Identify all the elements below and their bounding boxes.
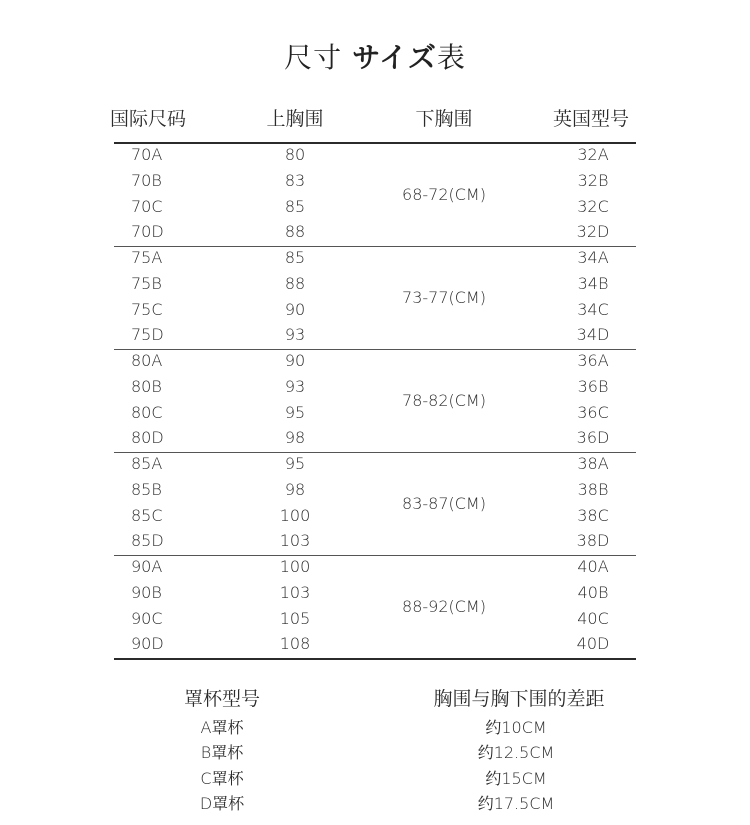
header-under-bust: 下胸围	[415, 108, 473, 130]
cell-intl-size: 85D	[131, 531, 164, 551]
cup-size-cell: B罩杯	[200, 743, 244, 763]
cell-uk-size: 36C	[577, 402, 609, 422]
cell-uk-size: 36B	[577, 376, 609, 396]
group-divider	[114, 452, 636, 453]
cell-upper-bust: 90	[284, 351, 306, 370]
cell-uk-size: 32A	[577, 145, 609, 164]
cell-intl-size: 75B	[131, 273, 162, 293]
cell-uk-size: 32C	[577, 196, 609, 216]
cell-upper-bust: 103	[279, 582, 311, 602]
cell-upper-bust: 80	[284, 145, 306, 164]
cell-upper-bust: 88	[284, 222, 306, 242]
cell-upper-bust: 98	[284, 428, 306, 448]
title-end: 表	[436, 41, 466, 74]
cell-intl-size: 70A	[131, 145, 163, 164]
bust-difference-cell: 约15CM	[485, 768, 547, 788]
cell-upper-bust: 95	[284, 454, 306, 473]
header-uk-size: 英国型号	[552, 108, 630, 130]
cell-intl-size: 80D	[131, 428, 164, 448]
cup-size-cell: C罩杯	[200, 768, 244, 788]
cell-uk-size: 34A	[577, 248, 609, 267]
cell-uk-size: 32B	[577, 170, 609, 190]
cell-upper-bust: 93	[284, 325, 306, 345]
bust-difference-cell: 约12.5CM	[477, 743, 555, 763]
cell-uk-size: 38A	[577, 454, 609, 473]
cell-upper-bust: 88	[284, 273, 306, 293]
cell-intl-size: 85A	[131, 454, 163, 473]
cell-upper-bust: 93	[284, 376, 306, 396]
cell-uk-size: 40B	[577, 582, 609, 602]
cell-under-bust-range: 73-77(CM)	[402, 287, 486, 307]
bust-difference-cell: 约10CM	[485, 718, 547, 737]
cell-uk-size: 38C	[577, 505, 609, 525]
group-divider	[114, 555, 636, 556]
cell-under-bust-range: 83-87(CM)	[402, 493, 486, 513]
cell-upper-bust: 105	[279, 608, 311, 628]
cell-uk-size: 34D	[576, 325, 610, 345]
cell-intl-size: 90C	[131, 608, 163, 628]
table-top-rule	[114, 142, 636, 144]
bust-difference-cell: 约17.5CM	[477, 793, 555, 813]
cell-uk-size: 38B	[577, 479, 609, 499]
cup-size-cell: D罩杯	[199, 793, 245, 813]
header-cup-size: 罩杯型号	[183, 688, 261, 710]
cell-intl-size: 75D	[131, 325, 164, 345]
cell-intl-size: 70C	[131, 196, 163, 216]
cell-upper-bust: 103	[279, 531, 311, 551]
group-divider	[114, 246, 636, 247]
cell-intl-size: 80C	[131, 402, 163, 422]
cell-upper-bust: 108	[279, 634, 311, 654]
cell-uk-size: 40D	[576, 634, 610, 654]
cell-intl-size: 90B	[131, 582, 162, 602]
table-bottom-rule	[114, 658, 636, 660]
cell-uk-size: 34C	[577, 299, 609, 319]
cell-upper-bust: 95	[284, 402, 306, 422]
page-title	[0, 36, 750, 76]
group-divider	[114, 349, 636, 350]
cell-upper-bust: 98	[284, 479, 306, 499]
cup-size-cell: A罩杯	[200, 718, 244, 737]
cell-upper-bust: 100	[279, 505, 311, 525]
cell-uk-size: 38D	[576, 531, 610, 551]
cell-under-bust-range: 88-92(CM)	[402, 596, 486, 616]
cell-upper-bust: 100	[279, 557, 311, 576]
cell-uk-size: 36D	[576, 428, 610, 448]
header-intl-size: 国际尺码	[109, 108, 187, 130]
cell-intl-size: 70D	[131, 222, 164, 242]
cell-uk-size: 34B	[577, 273, 609, 293]
cell-uk-size: 32D	[576, 222, 610, 242]
cell-intl-size: 85C	[131, 505, 163, 525]
cell-intl-size: 75A	[131, 248, 163, 267]
header-upper-bust: 上胸围	[266, 108, 324, 130]
title-light: 尺寸	[284, 41, 353, 74]
cell-intl-size: 80B	[131, 376, 162, 396]
cell-under-bust-range: 78-82(CM)	[402, 390, 486, 410]
cell-intl-size: 90D	[131, 634, 164, 654]
size-table-header	[0, 104, 750, 132]
cell-uk-size: 36A	[577, 351, 609, 370]
cell-intl-size: 90A	[131, 557, 163, 576]
cell-upper-bust: 85	[284, 248, 306, 267]
cell-intl-size: 80A	[131, 351, 163, 370]
title-bold: サイズ	[352, 41, 437, 74]
cell-uk-size: 40A	[577, 557, 609, 576]
cell-upper-bust: 85	[284, 196, 306, 216]
cell-intl-size: 70B	[131, 170, 162, 190]
cell-intl-size: 75C	[131, 299, 163, 319]
cell-under-bust-range: 68-72(CM)	[402, 184, 486, 204]
cell-intl-size: 85B	[131, 479, 162, 499]
cell-upper-bust: 83	[284, 170, 306, 190]
cell-upper-bust: 90	[284, 299, 306, 319]
cell-uk-size: 40C	[577, 608, 609, 628]
header-bust-difference: 胸围与胸下围的差距	[433, 688, 605, 710]
